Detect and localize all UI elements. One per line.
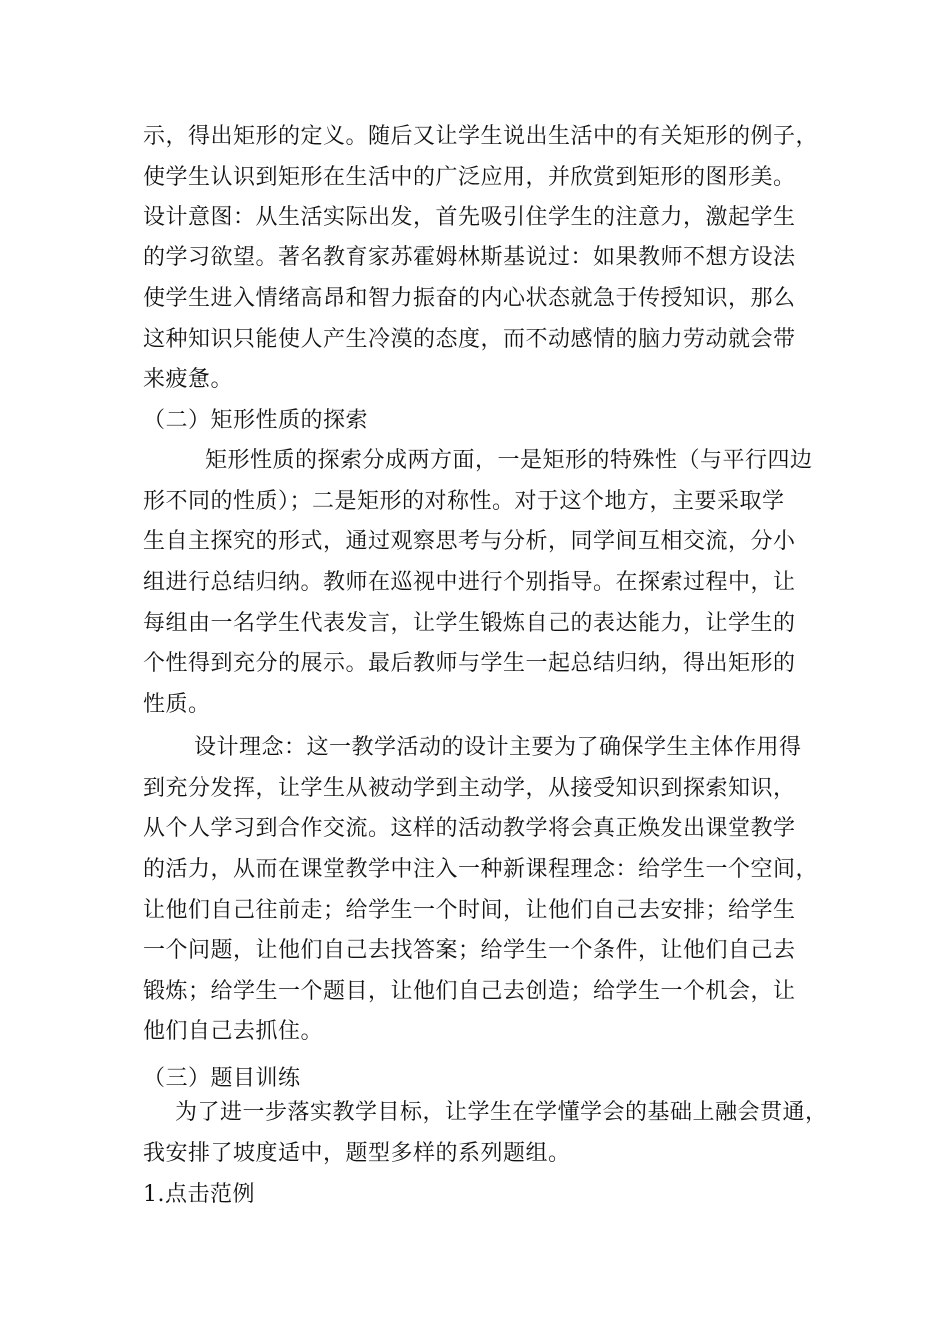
text-line: 到充分发挥，让学生从被动学到主动学，从接受知识到探索知识， xyxy=(143,776,796,801)
text-line: 形不同的性质）；二是矩形的对称性。对于这个地方，主要采取学 xyxy=(143,489,785,514)
text-line: 个性得到充分的展示。最后教师与学生一起总结归纳，得出矩形的 xyxy=(143,651,796,676)
text-line: 生自主探究的形式，通过观察思考与分析，同学间互相交流，分小 xyxy=(143,529,796,554)
text-line: 我安排了坡度适中，题型多样的系列题组。 xyxy=(143,1141,571,1166)
text-line: 让他们自己往前走；给学生一个时间，让他们自己去安排；给学生 xyxy=(143,898,796,923)
text-line: 使学生进入情绪高昂和智力振奋的内心状态就急于传授知识，那么 xyxy=(143,286,796,311)
section-heading: （三）题目训练 xyxy=(143,1066,301,1091)
text-line: 设计理念：这一教学活动的设计主要为了确保学生主体作用得 xyxy=(194,735,802,760)
text-line: 示，得出矩形的定义。随后又让学生说出生活中的有关矩形的例子， xyxy=(143,124,819,149)
text-line: 为了进一步落实教学目标，让学生在学懂学会的基础上融会贯通， xyxy=(175,1100,828,1125)
text-line: 他们自己去抓住。 xyxy=(143,1019,324,1044)
text-line: 性质。 xyxy=(143,692,211,717)
text-line: 使学生认识到矩形在生活中的广泛应用，并欣赏到矩形的图形美。 xyxy=(143,165,796,190)
text-line: 的活力，从而在课堂教学中注入一种新课程理念：给学生一个空间， xyxy=(143,857,819,882)
section-heading: （二）矩形性质的探索 xyxy=(143,408,369,433)
text-line: 来疲惫。 xyxy=(143,367,234,392)
text-line: 一个问题，让他们自己去找答案；给学生一个条件，让他们自己去 xyxy=(143,938,796,963)
text-line: 每组由一名学生代表发言，让学生锻炼自己的表达能力，让学生的 xyxy=(143,611,796,636)
text-line: 设计意图：从生活实际出发，首先吸引住学生的注意力，激起学生 xyxy=(143,205,796,230)
text-line: 的学习欲望。著名教育家苏霍姆林斯基说过：如果教师不想方设法 xyxy=(143,245,796,270)
text-line: 矩形性质的探索分成两方面，一是矩形的特殊性（与平行四边 xyxy=(205,448,813,473)
text-line: 从个人学习到合作交流。这样的活动教学将会真正焕发出课堂教学 xyxy=(143,816,796,841)
text-line: 组进行总结归纳。教师在巡视中进行个别指导。在探索过程中，让 xyxy=(143,570,796,595)
text-line: 这种知识只能使人产生冷漠的态度，而不动感情的脑力劳动就会带 xyxy=(143,327,796,352)
text-line: 锻炼；给学生一个题目，让他们自己去创造；给学生一个机会，让 xyxy=(143,979,796,1004)
subsection-heading: 1.点击范例 xyxy=(143,1182,255,1207)
